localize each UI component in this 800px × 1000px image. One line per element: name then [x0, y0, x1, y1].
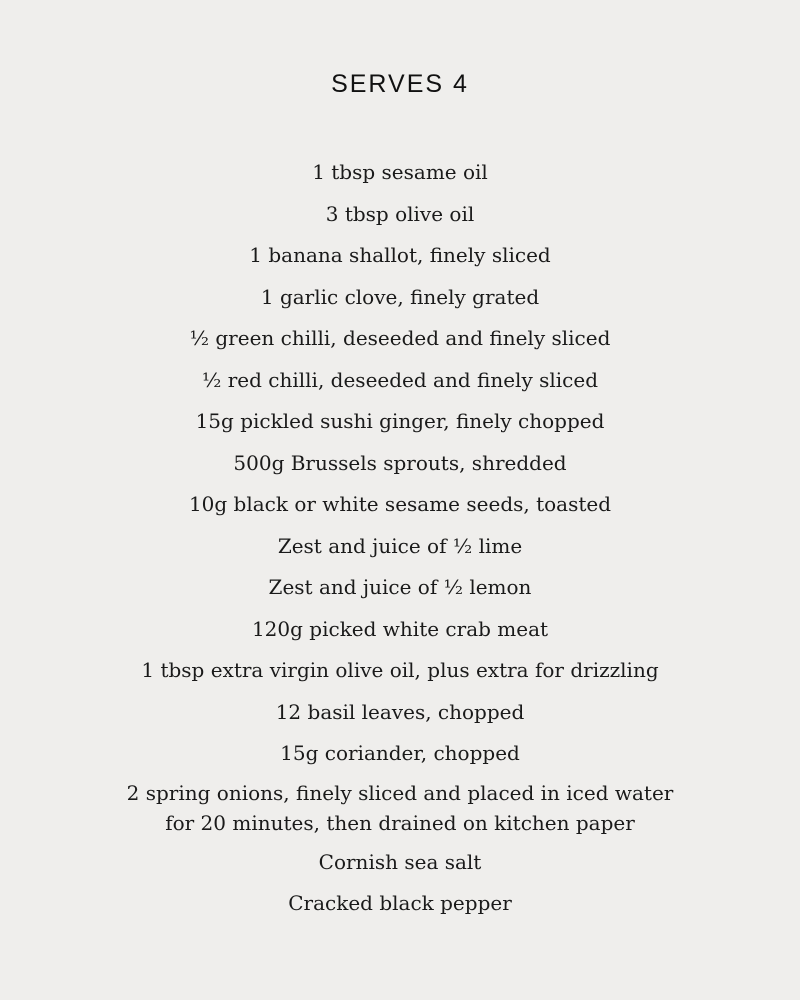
servings-heading: SERVES 4	[331, 70, 469, 98]
ingredient-list	[0, 152, 800, 925]
ingredient-item: 10g black or white sesame seeds, toasted	[188, 492, 612, 516]
ingredient-item: 120g picked white crab meat	[251, 616, 549, 641]
ingredient-item: 500g Brussels sprouts, shredded	[233, 450, 567, 475]
ingredient-item: 1 tbsp extra virgin olive oil, plus extra for drizzling	[141, 658, 659, 682]
ingredient-item: Zest and juice of ½ lemon	[268, 575, 532, 599]
ingredient-item: 1 tbsp sesame oil	[312, 160, 488, 184]
ingredient-item: 3 tbsp olive oil	[325, 201, 475, 226]
ingredient-item: 15g coriander, chopped	[280, 741, 520, 765]
ingredient-line: 2 spring onions, finely sliced and placed in iced water	[126, 780, 674, 805]
ingredient-item: Cracked black pepper	[288, 891, 512, 915]
ingredient-item: Cornish sea salt	[318, 849, 482, 874]
ingredient-item: 12 basil leaves, chopped	[275, 699, 525, 724]
ingredient-item-multiline	[0, 775, 800, 842]
ingredient-item: ½ green chilli, deseeded and finely sliced	[189, 326, 611, 350]
ingredient-item: 1 banana shallot, finely sliced	[249, 243, 551, 267]
ingredient-item: ½ red chilli, deseeded and finely sliced	[201, 367, 599, 392]
ingredient-item: 1 garlic clove, finely grated	[260, 284, 540, 309]
ingredient-item: 15g pickled sushi ginger, finely chopped	[195, 409, 605, 433]
ingredient-line: for 20 minutes, then drained on kitchen paper	[165, 810, 635, 835]
ingredient-item: Zest and juice of ½ lime	[277, 533, 523, 558]
